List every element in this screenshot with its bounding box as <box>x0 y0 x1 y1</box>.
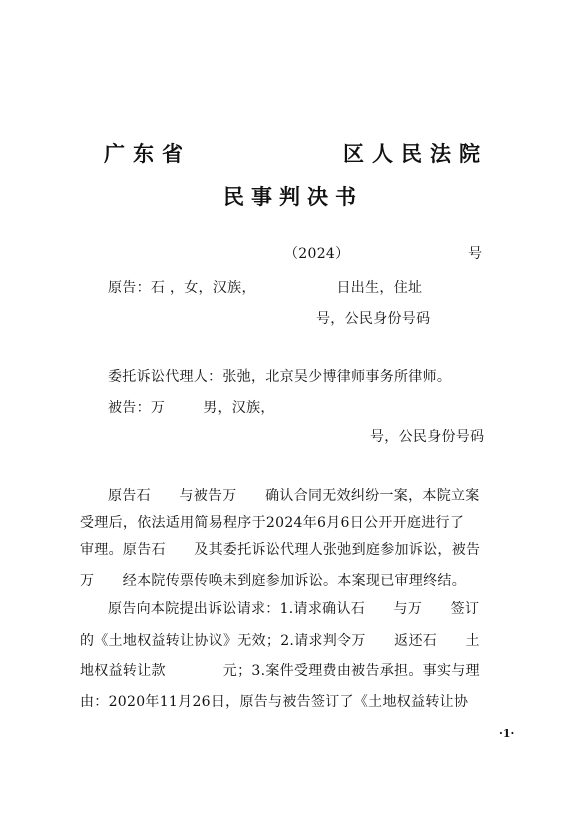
plaintiff-line-1: 原告：石 ，女，汉族， 日出生，住址 <box>108 280 423 296</box>
body-line-8: 由：2020年11月26日，原告与被告签订了《土地权益转让协 <box>80 694 469 710</box>
page-number: ·1· <box>499 727 515 740</box>
body-line-1: 原告石 与被告万 确认合同无效纠纷一案，本院立案 <box>108 488 480 504</box>
defendant-line-2: 号，公民身份号码 <box>370 429 485 445</box>
body-line-2: 受理后，依法适用简易程序于2024年6月6日公开开庭进行了 <box>80 515 465 531</box>
body-line-5: 原告向本院提出诉讼请求：1.请求确认石 与万 签订 <box>108 601 480 617</box>
document-title: 民事判决书 <box>223 184 363 209</box>
case-year: （2024） <box>284 246 350 262</box>
body-line-4: 万 经本院传票传唤未到庭参加诉讼。本案现已审理终结。 <box>80 573 466 589</box>
case-number-suffix: 号 <box>468 246 483 262</box>
redaction-mask <box>284 396 386 420</box>
agent-line: 委托诉讼代理人：张弛，北京吴少博律师事务所律师。 <box>108 369 452 385</box>
court-name-right: 区人民法院 <box>343 141 488 166</box>
body-line-3: 审理。原告石 及其委托诉讼代理人张弛到庭参加诉讼，被告 <box>80 542 481 558</box>
defendant-line-1: 被告：万 男，汉族， <box>108 400 275 416</box>
plaintiff-line-2: 号，公民身份号码 <box>316 311 431 327</box>
body-line-6: 的《土地权益转让协议》无效；2.请求判令万 返还石 土 <box>80 633 480 649</box>
body-line-7: 地权益转让款 元；3.案件受理费由被告承担。事实与理 <box>80 663 480 679</box>
court-name-left: 广东省 <box>104 141 191 166</box>
